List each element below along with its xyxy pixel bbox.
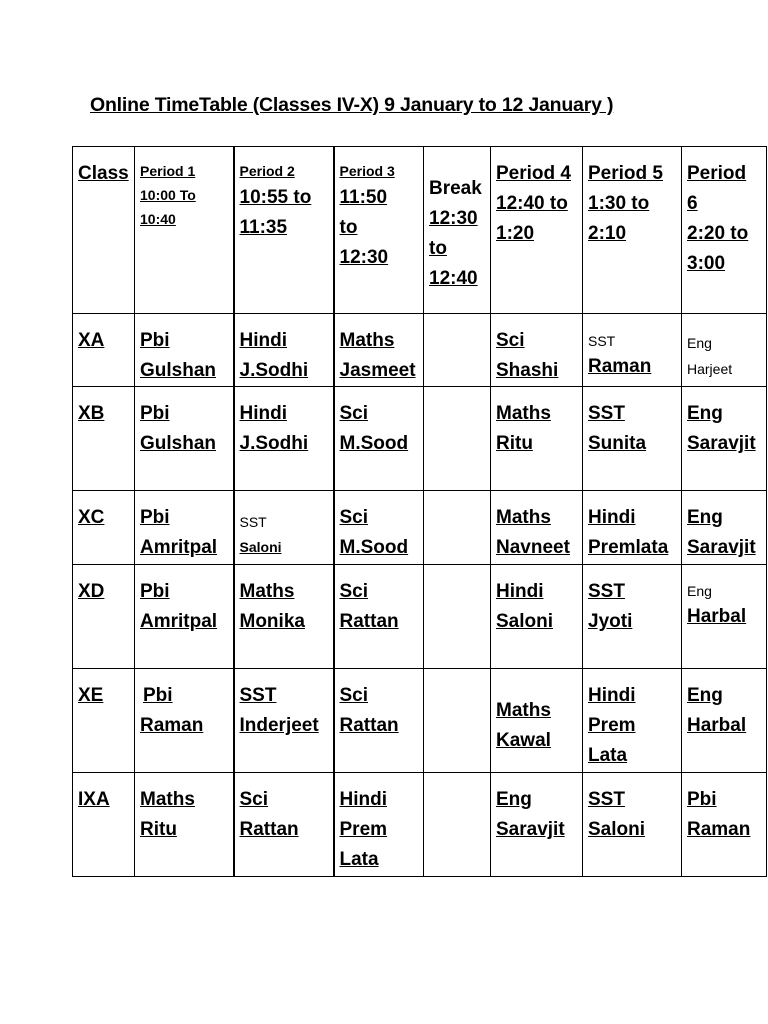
- period-cell: Sci M.Sood: [334, 387, 424, 491]
- period-cell: Sci Shashi: [491, 314, 583, 387]
- header-period-5: Period 5 1:30 to 2:10: [583, 147, 682, 314]
- table-row: [73, 314, 767, 387]
- period-cell: Pbi Raman: [135, 669, 234, 773]
- class-cell: XA: [73, 314, 135, 387]
- period-cell: Hindi Saloni: [491, 565, 583, 669]
- period-cell: Hindi J.Sodhi: [234, 314, 334, 387]
- period-cell: SST Raman: [583, 314, 682, 387]
- class-cell: XC: [73, 491, 135, 565]
- page-title: Online TimeTable (Classes IV-X) 9 January to 12 January ): [90, 94, 614, 116]
- table-row: [73, 491, 767, 565]
- timetable: [72, 146, 767, 877]
- period-cell: Pbi Gulshan: [135, 314, 234, 387]
- period-cell: Maths Ritu: [135, 773, 234, 877]
- period-cell: Eng Harbal: [682, 669, 767, 773]
- class-cell: IXA: [73, 773, 135, 877]
- period-cell: Eng Saravjit: [682, 491, 767, 565]
- header-class: Class: [73, 147, 135, 314]
- break-cell: [424, 565, 491, 669]
- period-cell: Hindi Prem Lata: [334, 773, 424, 877]
- header-period-3: Period 3 11:50 to 12:30: [334, 147, 424, 314]
- header-break: Break 12:30 to 12:40: [424, 147, 491, 314]
- period-cell: SST Saloni: [234, 491, 334, 565]
- period-cell: Maths Jasmeet: [334, 314, 424, 387]
- table-row: [73, 773, 767, 877]
- period-cell: Sci Rattan: [334, 669, 424, 773]
- break-cell: [424, 773, 491, 877]
- period-cell: Hindi Prem Lata: [583, 669, 682, 773]
- period-cell: SST Inderjeet: [234, 669, 334, 773]
- period-cell: Maths Navneet: [491, 491, 583, 565]
- period-cell: Pbi Amritpal: [135, 565, 234, 669]
- period-cell: Sci Rattan: [234, 773, 334, 877]
- table-row: [73, 387, 767, 491]
- period-cell: Maths Ritu: [491, 387, 583, 491]
- period-cell: Sci M.Sood: [334, 491, 424, 565]
- period-cell: Maths Kawal: [491, 669, 583, 773]
- period-cell: Sci Rattan: [334, 565, 424, 669]
- header-period-2: Period 2 10:55 to 11:35: [234, 147, 334, 314]
- table-row: [73, 565, 767, 669]
- header-row: [73, 147, 767, 314]
- period-cell: SST Saloni: [583, 773, 682, 877]
- period-cell: Pbi Amritpal: [135, 491, 234, 565]
- break-cell: [424, 314, 491, 387]
- header-period-4: Period 4 12:40 to 1:20: [491, 147, 583, 314]
- period-cell: Eng Saravjit: [491, 773, 583, 877]
- class-cell: XB: [73, 387, 135, 491]
- header-period-6: Period 6 2:20 to 3:00: [682, 147, 767, 314]
- period-cell: Hindi Premlata: [583, 491, 682, 565]
- break-cell: [424, 669, 491, 773]
- period-cell: SST Jyoti: [583, 565, 682, 669]
- period-cell: Maths Monika: [234, 565, 334, 669]
- period-cell: SST Sunita: [583, 387, 682, 491]
- table-row: [73, 669, 767, 773]
- class-cell: XD: [73, 565, 135, 669]
- period-cell: Hindi J.Sodhi: [234, 387, 334, 491]
- period-cell: Eng Harbal: [682, 565, 767, 669]
- period-cell: Eng Saravjit: [682, 387, 767, 491]
- header-period-1: Period 1 10:00 To 10:40: [135, 147, 234, 314]
- break-cell: [424, 387, 491, 491]
- class-cell: XE: [73, 669, 135, 773]
- period-cell: Eng Harjeet: [682, 314, 767, 387]
- period-cell: Pbi Raman: [682, 773, 767, 877]
- period-cell: Pbi Gulshan: [135, 387, 234, 491]
- break-cell: [424, 491, 491, 565]
